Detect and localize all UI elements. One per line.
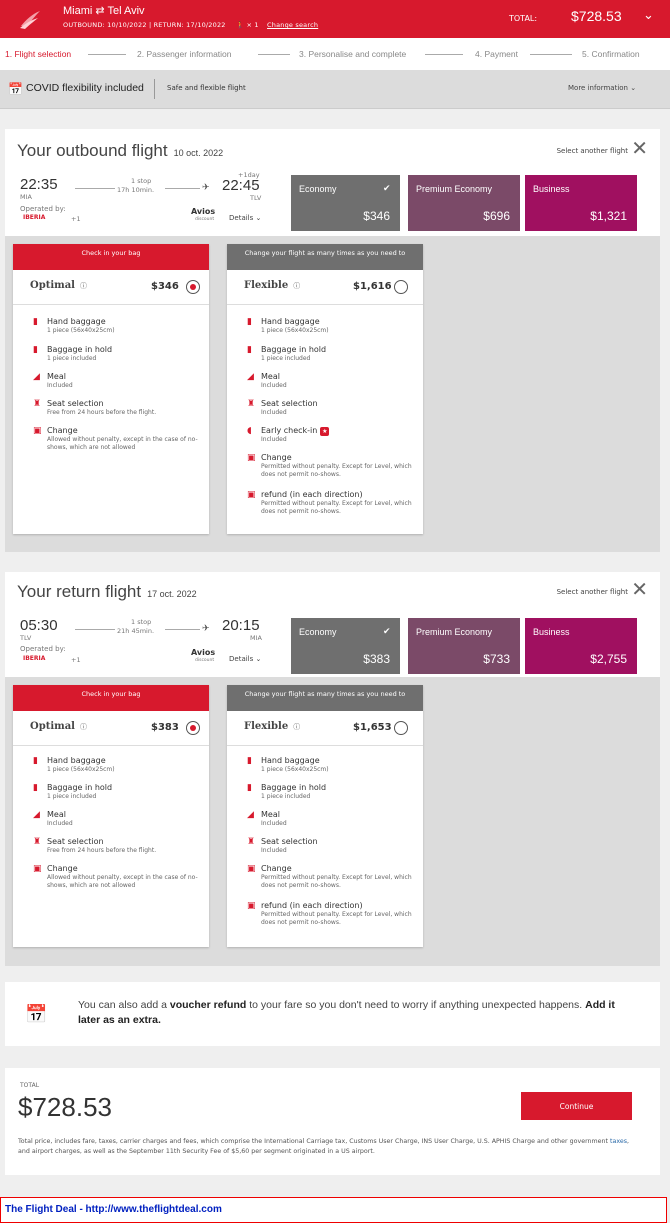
feature-title: Hand baggage [47,317,106,326]
divider [13,745,209,746]
fare-price: $383 [363,652,390,666]
refund-icon: ▣ [247,901,256,911]
feature-desc: 1 piece (56x40x25cm) [47,327,115,334]
card-price: $346 [151,281,179,292]
avios-logo: Avios [191,648,216,657]
feature-title: Meal [261,372,280,381]
stops-count: 1 stop [131,618,152,626]
voucher-text-pre: You can also add a [78,999,170,1011]
suitcase-icon: ▮ [33,783,38,793]
divider [154,79,155,99]
feature-title: Meal [47,810,66,819]
departure-time: 05:30 [20,617,58,634]
change-search-link[interactable]: Change search [267,21,319,29]
fare-name: Economy [299,184,337,194]
card-header: Change your flight as many times as you need to [227,244,423,270]
fare-price: $696 [483,209,510,223]
arrival-time: 20:15 [222,617,260,634]
total-label: TOTAL [20,1082,40,1089]
feature-title: Baggage in hold [261,783,327,792]
feature-desc: 1 piece included [47,793,97,800]
fare-name: Economy [299,627,337,637]
meal-icon: ◢ [33,372,40,382]
feature-desc: Included [261,436,287,443]
feature-title: Seat selection [261,837,318,846]
card-title [244,721,300,732]
duration: 21h 45min. [117,627,155,635]
card-title [30,280,87,291]
plane-icon: ✈ [202,183,210,193]
route-line [165,629,200,630]
seat-icon: ♜ [33,399,42,409]
fare-card-flexible[interactable] [227,244,423,534]
avios-logo: Avios [191,207,216,216]
divider [227,745,423,746]
feature-desc: Included [261,382,287,389]
calendar-icon: 📅 [8,82,23,96]
total-label: TOTAL: [509,14,538,23]
avios-discount-label: discount [195,217,215,222]
fare-radio[interactable] [394,280,408,294]
add-later-label: Add it later as an extra. [78,999,615,1026]
arrival-time: 22:45 [222,177,260,194]
info-icon[interactable]: ⓘ [79,282,87,290]
feature-title: Baggage in hold [47,345,113,354]
fare-name: Business [533,627,570,637]
trip-summary: OUTBOUND: 10/10/2022 | RETURN: 17/10/2022 🚶 × 1 Change search [63,21,319,29]
suitcase-icon: ▮ [33,345,38,355]
avios-discount-label: discount [195,658,215,663]
bag-icon: ▮ [247,756,252,766]
fare-price: $346 [363,209,390,223]
card-price: $1,616 [353,281,392,292]
chevron-down-icon[interactable]: ⌄ [643,8,654,23]
check-circle-icon: ✔ [383,626,391,636]
step-personalise: 3. Personalise and complete [299,49,407,59]
operated-by-label: Operated by: [20,205,66,213]
seat-icon: ♜ [247,399,256,409]
feature-title: Change [261,453,292,462]
fare-premium-economy[interactable] [408,175,520,231]
outbound-date-text: 10 oct. 2022 [173,148,224,158]
select-another-flight-link[interactable]: Select another flight [556,588,628,596]
return-date: RETURN: 17/10/2022 [153,21,226,29]
route-line [75,629,115,630]
card-name-text: Flexible [244,280,289,291]
details-toggle[interactable]: Details ⌄ [229,655,262,663]
total-amount: $728.53 [18,1092,112,1122]
arrival-airport: TLV [250,194,262,202]
extra-airlines-count: +1 [71,656,81,664]
fare-economy[interactable] [291,175,400,231]
card-header: Change your flight as many times as you need to [227,685,423,711]
more-information-label: More information [568,84,628,92]
step-divider [425,54,463,55]
meal-icon: ◢ [33,810,40,820]
fare-price: $2,755 [590,652,627,666]
route-line [165,188,200,189]
fare-business[interactable] [525,618,637,674]
feature-desc: Free from 24 hours before the flight. [47,409,157,416]
feature-title: Change [261,864,292,873]
fare-name: Premium Economy [416,627,493,637]
feature-desc: Permitted without penalty. Except for Level, which does not permit no-shows. [261,874,412,889]
fare-card-optimal[interactable] [13,685,209,947]
fare-radio-selected[interactable] [186,721,200,735]
return-title-text: Your return flight [17,582,142,601]
feature-desc: Allowed without penalty, except in the case of no-shows, which are not allowed [47,874,198,889]
disclaimer-post: , and airport charges, as well as the September 11th Security Fee of $5,60 per segment originated in a US airport. [18,1138,630,1155]
feature-title: Hand baggage [261,756,320,765]
return-title [17,582,197,602]
feature-desc: Permitted without penalty. Except for Level, which does not permit no-shows. [261,463,412,478]
iberia-airline-logo: IBERIA [23,214,46,221]
watermark-footer [0,1197,667,1223]
outbound-flight-panel [5,129,660,236]
star-badge-icon: ★ [322,428,328,435]
card-title [30,721,87,732]
feature-desc: Permitted without penalty. Except for Level, which does not permit no-shows. [261,500,412,515]
voucher-banner [5,982,660,1046]
close-icon[interactable]: ✕ [631,577,648,601]
step-flight-selection: 1. Flight selection [5,49,72,59]
step-divider [530,54,572,55]
voucher-refund-label: voucher refund [169,999,247,1011]
feature-title: Baggage in hold [47,783,113,792]
fare-business[interactable] [525,175,637,231]
return-fare-options [5,677,660,966]
duration: 17h 10min. [117,186,155,194]
meal-icon: ◢ [247,810,254,820]
iberia-logo-icon [18,8,42,30]
fare-card-optimal[interactable] [13,244,209,534]
change-icon: ▣ [33,426,42,436]
bag-icon: ▮ [33,756,38,766]
outbound-title-text: Your outbound flight [17,141,168,160]
step-payment: 4. Payment [475,49,518,59]
step-divider [88,54,126,55]
covid-title: COVID flexibility included [26,82,144,94]
change-icon: ▣ [247,453,256,463]
feature-desc: Included [47,382,73,389]
feature-title: refund (in each direction) [261,901,363,910]
details-toggle[interactable]: Details ⌄ [229,214,262,222]
bag-icon: ▮ [33,317,38,327]
suitcase-icon: ▮ [247,345,252,355]
plus-day-label: +1day [238,171,260,179]
fare-name: Premium Economy [416,184,493,194]
feature-title: Seat selection [261,399,318,408]
fare-radio[interactable] [394,721,408,735]
check-circle-icon: ✔ [383,183,391,193]
feature-title: refund (in each direction) [261,490,363,499]
voucher-text-mid: to your fare so you don't need to worry if anything unexpected happens. [246,999,586,1011]
card-price: $383 [151,722,179,733]
change-icon: ▣ [247,864,256,874]
feature-desc: 1 piece (56x40x25cm) [261,766,329,773]
feature-title: Meal [261,810,280,819]
return-flight-panel [5,572,660,677]
feature-title: Change [47,864,78,873]
passenger-count: × 1 [246,21,259,29]
feature-title: Seat selection [47,399,104,408]
footer-text: The Flight Deal - http://www.theflightdeal.com [5,1204,222,1215]
outbound-fare-options [5,236,660,552]
return-date-text: 17 oct. 2022 [147,589,197,599]
step-passenger-info: 2. Passenger information [137,49,232,59]
feature-desc: 1 piece (56x40x25cm) [261,327,329,334]
outbound-title [17,141,223,161]
operated-by-label: Operated by: [20,645,66,653]
covid-subtitle: Safe and flexible flight [167,84,246,92]
card-header: Check in your bag [13,685,209,711]
card-name-text: Flexible [244,721,289,732]
feature-title: Seat selection [47,837,104,846]
passenger-icon: 🚶 [235,21,245,29]
feature-desc: Free from 24 hours before the flight. [47,847,157,854]
disclaimer-pre: Total price, includes fare, taxes, carrier charges and fees, which comprise the International Carriage tax, Customs User Charge, INS User Charge, U.S. APHIS Charge and other government [18,1138,611,1145]
select-another-flight-link[interactable]: Select another flight [556,147,628,155]
feature-desc: Included [261,820,287,827]
fare-radio-selected[interactable] [186,280,200,294]
feature-title: Baggage in hold [261,345,327,354]
departure-airport: MIA [20,193,32,201]
suitcase-icon: ▮ [247,783,252,793]
route-line [75,188,115,189]
feature-desc: 1 piece included [261,793,311,800]
card-title [244,280,300,291]
divider [13,304,209,305]
change-icon: ▣ [33,864,42,874]
fare-name: Business [533,184,570,194]
plane-icon: ✈ [202,624,210,634]
seat-icon: ♜ [33,837,42,847]
bag-icon: ▮ [247,317,252,327]
feature-title-text: Early check-in [261,426,318,435]
feature-title: Hand baggage [47,756,106,765]
chevron-down-icon: ⌄ [630,84,637,92]
feature-title: Meal [47,372,66,381]
step-divider [258,54,290,55]
feature-title: Hand baggage [261,317,320,326]
card-name-text: Optimal [30,280,75,291]
feature-desc: Included [261,409,287,416]
close-icon[interactable]: ✕ [631,136,648,160]
taxes-link[interactable]: taxes [610,1138,628,1145]
route-title: Miami ⇄ Tel Aviv [63,5,145,17]
fare-premium-economy[interactable] [408,618,520,674]
voucher-text [78,998,638,1028]
total-panel [5,1068,660,1175]
checkin-icon: ◖ [247,426,252,436]
calendar-clock-icon: 📅 [25,1004,48,1025]
seat-icon: ♜ [247,837,256,847]
covid-banner [0,70,670,109]
step-confirmation: 5. Confirmation [582,49,640,59]
card-header: Check in your bag [13,244,209,270]
details-label: Details [229,214,254,222]
meal-icon: ◢ [247,372,254,382]
price-disclaimer [18,1137,638,1157]
info-icon[interactable]: ⓘ [79,723,87,731]
feature-desc: Allowed without penalty, except in the case of no-shows, which are not allowed [47,436,198,451]
divider [227,304,423,305]
fare-economy[interactable] [291,618,400,674]
fare-price: $1,321 [590,209,627,223]
feature-desc: Permitted without penalty. Except for Level, which does not permit no-shows. [261,911,412,926]
more-information-link[interactable] [568,84,636,92]
iberia-airline-logo: IBERIA [23,655,46,662]
feature-title: Change [47,426,78,435]
feature-desc: 1 piece included [261,355,311,362]
stops-count: 1 stop [131,177,152,185]
details-label: Details [229,655,254,663]
outbound-date: OUTBOUND: 10/10/2022 [63,21,147,29]
departure-time: 22:35 [20,176,58,193]
info-icon[interactable]: ⓘ [293,723,301,731]
continue-button[interactable]: Continue [521,1092,632,1120]
card-name-text: Optimal [30,721,75,732]
departure-airport: TLV [20,634,32,642]
feature-desc: 1 piece (56x40x25cm) [47,766,115,773]
feature-desc: Included [47,820,73,827]
card-price: $1,653 [353,722,392,733]
progress-steps [0,38,670,70]
feature-desc: 1 piece included [47,355,97,362]
refund-icon: ▣ [247,490,256,500]
fare-card-flexible[interactable] [227,685,423,947]
top-header [0,0,670,38]
info-icon[interactable]: ⓘ [293,282,301,290]
header-total-price[interactable]: $728.53 [571,8,622,24]
feature-desc: Included [261,847,287,854]
feature-title [261,426,329,436]
fare-price: $733 [483,652,510,666]
extra-airlines-count: +1 [71,215,81,223]
arrival-airport: MIA [250,634,262,642]
